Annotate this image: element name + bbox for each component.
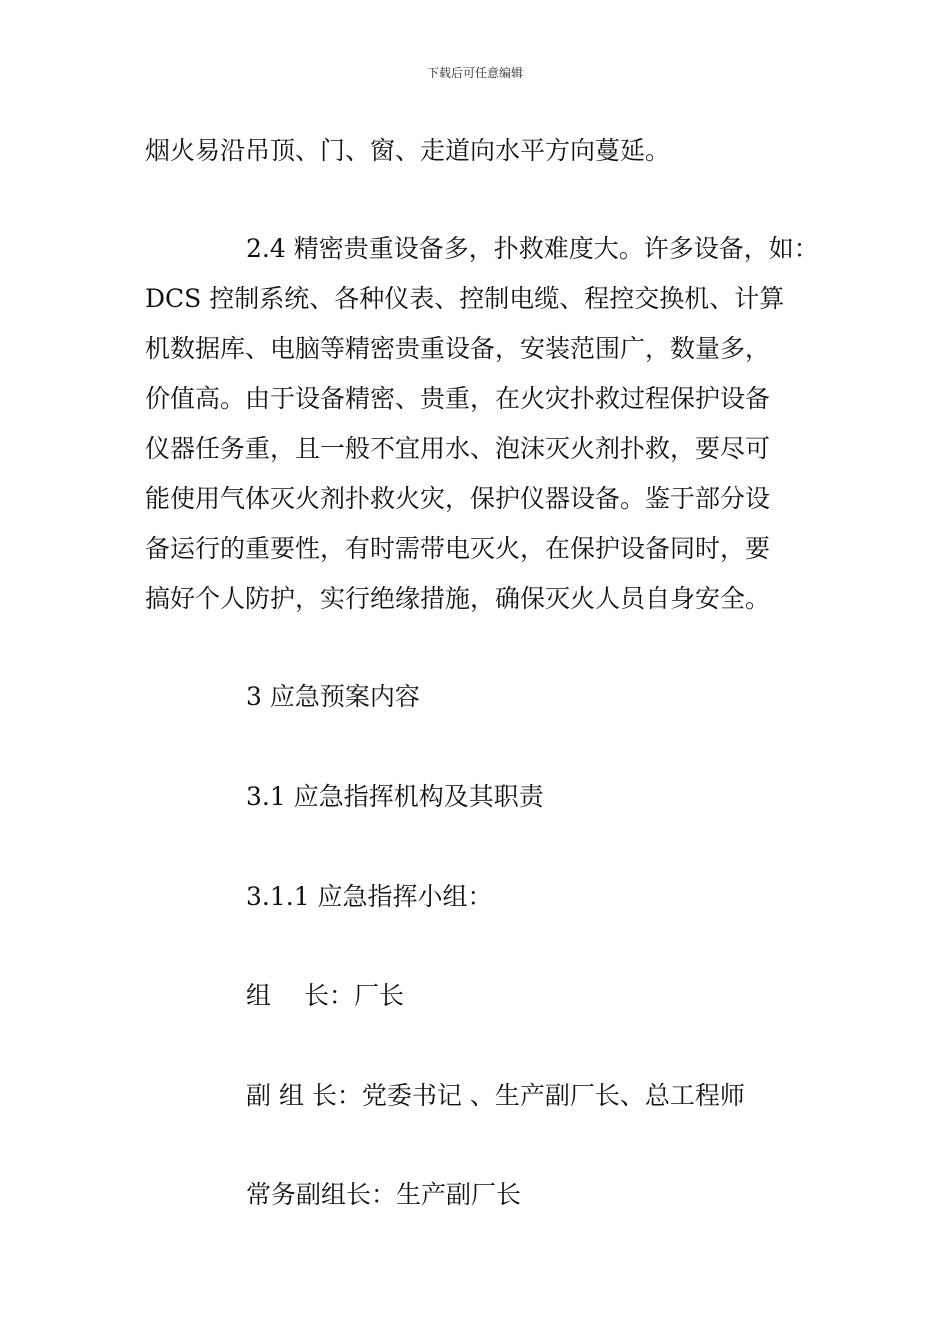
section-heading: 3.1.1 应急指挥小组： [246, 882, 493, 911]
paragraph-line: 烟火易沿吊顶、门、窗、走道向水平方向蔓延。 [145, 136, 671, 165]
executive-deputy-line: 常务副组长：生产副厂长 [246, 1180, 522, 1209]
paragraph-line: 仪器任务重，且一般不宜用水、泡沫灭火剂扑救，要尽可 [145, 434, 771, 463]
paragraph-line: 机数据库、电脑等精密贵重设备，安装范围广，数量多， [145, 334, 771, 363]
paragraph-line: 搞好个人防护，实行绝缘措施，确保灭火人员自身安全。 [145, 584, 771, 613]
page-header: 下载后可任意编辑 [426, 66, 523, 80]
paragraph-line: 备运行的重要性，有时需带电灭火，在保护设备同时，要 [145, 534, 771, 563]
paragraph-line: 能使用气体灭火剂扑救火灾，保护仪器设备。鉴于部分设 [145, 484, 771, 513]
leader-line: 组 长：厂长 [246, 981, 404, 1010]
paragraph-line: 价值高。由于设备精密、贵重，在火灾扑救过程保护设备 [145, 384, 771, 413]
paragraph-line: 2.4 精密贵重设备多，扑救难度大。许多设备，如： [246, 234, 819, 263]
deputy-leader-line: 副 组 长：党委书记 、生产副厂长、总工程师 [246, 1081, 745, 1110]
section-heading: 3 应急预案内容 [246, 682, 420, 711]
paragraph-line: DCS 控制系统、各种仪表、控制电缆、程控交换机、计算 [145, 284, 785, 313]
section-heading: 3.1 应急指挥机构及其职责 [246, 782, 544, 811]
